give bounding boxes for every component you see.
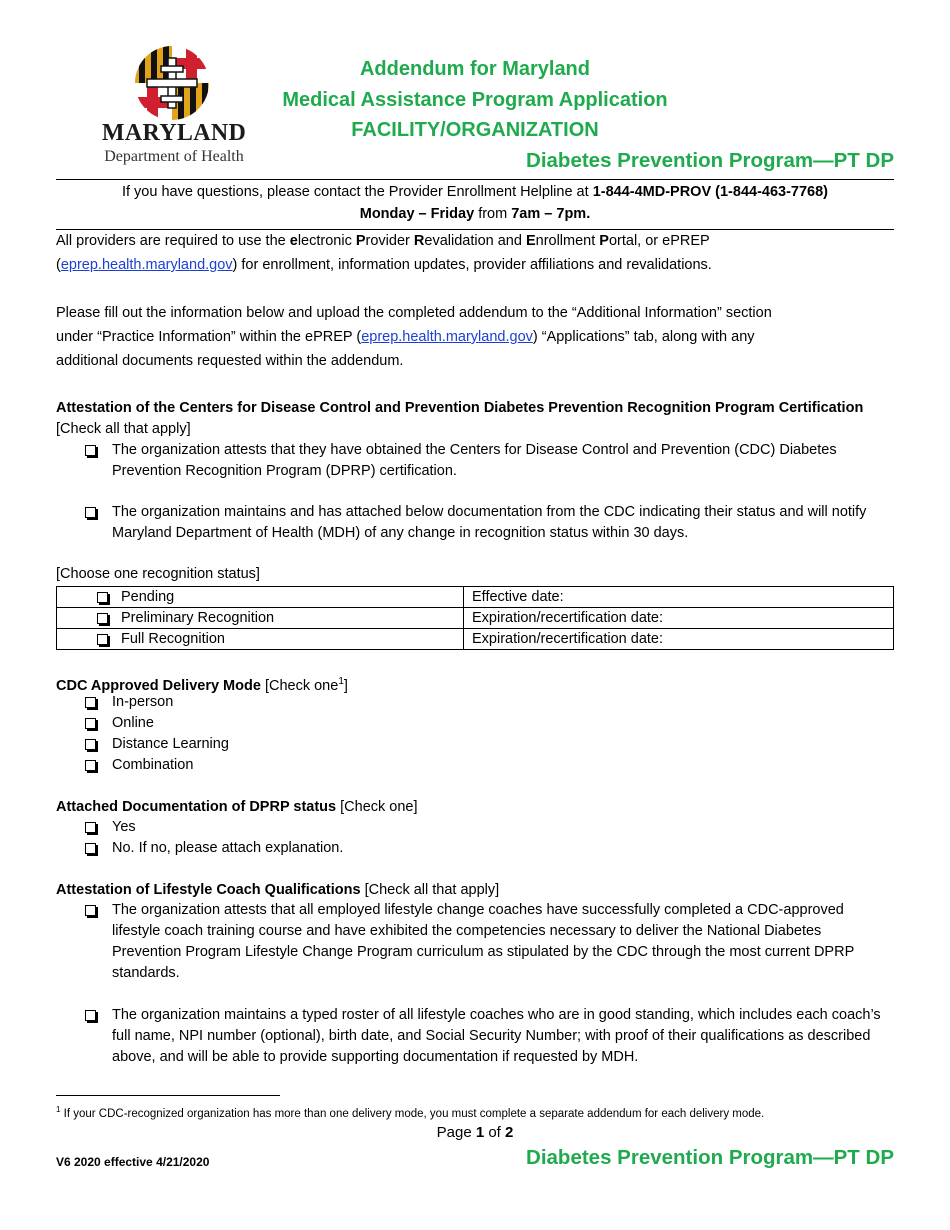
expiration-date-field[interactable]: Expiration/recertification date: [464,608,894,629]
maryland-logo [88,44,260,172]
program-title: Diabetes Prevention Program—PT DP [526,149,894,172]
checkbox-icon[interactable] [85,718,96,729]
title-line-1: Addendum for Maryland [359,58,590,80]
contact-hours: 7am – 7pm. [511,206,591,222]
instructions-line-1: Please fill out the information below and upload the completed addendum to the “Additional Information” section [56,305,772,321]
checkbox-icon[interactable] [97,634,108,645]
delivery-option-online[interactable]: Online [85,713,894,734]
logo-text-maryland: MARYLAND [101,120,247,146]
lifestyle-coach-item-2[interactable]: The organization maintains a typed roster of all lifestyle coaches who are in good standing, which includes each coach’s full name, NPI number (optional), birth date, and Social Security Number; with proof of their qualifications as described above, and will be able to provide supporting documentation if requested by MDH. [85,1005,894,1068]
recognition-option-full[interactable]: Full Recognition [57,629,464,650]
checkbox-icon[interactable] [85,843,96,854]
checkbox-icon[interactable] [85,445,96,456]
recognition-status-table [56,586,894,650]
title-line-2: Medical Assistance Program Application [282,89,668,111]
footnote: $^1$ If your CDC-recognized organization has more than one delivery mode, you must complete a separate addendum for each delivery mode. [56,1105,765,1120]
eprep-line-1: All providers are required to use the electronic Provider Revalidation and Enrollment Portal, or ePREP [56,233,710,249]
logo-text-department: Department of Health [104,148,244,165]
delivery-mode-heading: CDC Approved Delivery Mode [Check one$^1$] [56,676,348,694]
checkbox-icon[interactable] [97,592,108,603]
expiration-date-field[interactable]: Expiration/recertification date: [464,629,894,650]
helpline-phone: 1-844-4MD-PROV (1-844-463-7768) [592,184,829,200]
lifestyle-coach-item-1[interactable]: The organization attests that all employed lifestyle change coaches have successfully completed a CDC-approved lifestyle coach training course and have exhibited the competencies necessary to deliver the National Diabetes Prevention Program Lifestyle Change Program curriculum as stipulated by the CDC through the most current DPRP standards. [85,900,894,984]
recognition-option-preliminary[interactable]: Preliminary Recognition [57,608,464,629]
contact-from: from [474,206,512,222]
effective-date-field[interactable]: Effective date: [464,587,894,608]
contact-days: Monday – Friday [359,206,475,222]
footnote-divider [56,1095,280,1096]
title-line-3: FACILITY/ORGANIZATION [351,119,599,141]
lifestyle-coach-heading: Attestation of Lifestyle Coach Qualifications [Check all that apply] [56,882,500,898]
instructions-line-2: under “Practice Information” within the ePREP (eprep.health.maryland.gov) “Applications” tab, along with any [56,329,755,345]
contact-text: If you have questions, please contact the Provider Enrollment Helpline at [121,184,593,200]
table-row [57,629,894,650]
attestation-cdc-note: [Check all that apply] [56,421,191,437]
version-label: V6 2020 effective 4/21/2020 [56,1155,210,1169]
documentation-option-no[interactable]: No. If no, please attach explanation. [85,838,894,859]
attestation-cdc-item-2[interactable]: The organization maintains and has attached below documentation from the CDC indicating their status and will notify Maryland Department of Health (MDH) of any change in recognition status within 30 days. [85,502,894,544]
eprep-link-2[interactable]: eprep.health.maryland.gov [361,329,533,345]
checkbox-icon[interactable] [85,905,96,916]
attestation-cdc-heading: Attestation of the Centers for Disease Control and Prevention Diabetes Prevention Recognition Program Certification [56,400,864,416]
contact-line-1 [56,180,894,204]
checkbox-icon[interactable] [97,613,108,624]
documentation-option-yes[interactable]: Yes [85,817,894,838]
documentation-heading: Attached Documentation of DPRP status [Check one] [56,799,418,815]
checkbox-icon[interactable] [85,760,96,771]
footer-program-title: Diabetes Prevention Program—PT DP [526,1146,894,1169]
delivery-option-combination[interactable]: Combination [85,755,894,776]
eprep-link[interactable]: eprep.health.maryland.gov [60,257,233,273]
page-number: Page 1 of 2 [436,1124,514,1141]
delivery-option-in-person[interactable]: In-person [85,692,894,713]
checkbox-icon[interactable] [85,739,96,750]
instructions-line-3: additional documents requested within the addendum. [56,353,404,369]
checkbox-icon[interactable] [85,822,96,833]
checkbox-icon[interactable] [85,697,96,708]
delivery-option-distance[interactable]: Distance Learning [85,734,894,755]
checkbox-icon[interactable] [85,1010,96,1021]
contact-line-2 [56,202,894,226]
recognition-note: [Choose one recognition status] [56,566,260,582]
table-row [57,608,894,629]
checkbox-icon[interactable] [85,507,96,518]
recognition-option-pending[interactable]: Pending [57,587,464,608]
table-row [57,587,894,608]
attestation-cdc-item-1[interactable]: The organization attests that they have obtained the Centers for Disease Control and Prevention (CDC) Diabetes Prevention Recognition Program (DPRP) certification. [85,440,894,482]
maryland-flag-seal-icon [133,44,211,122]
eprep-line-2: (eprep.health.maryland.gov) for enrollment, information updates, provider affiliations and revalidations. [56,257,712,273]
